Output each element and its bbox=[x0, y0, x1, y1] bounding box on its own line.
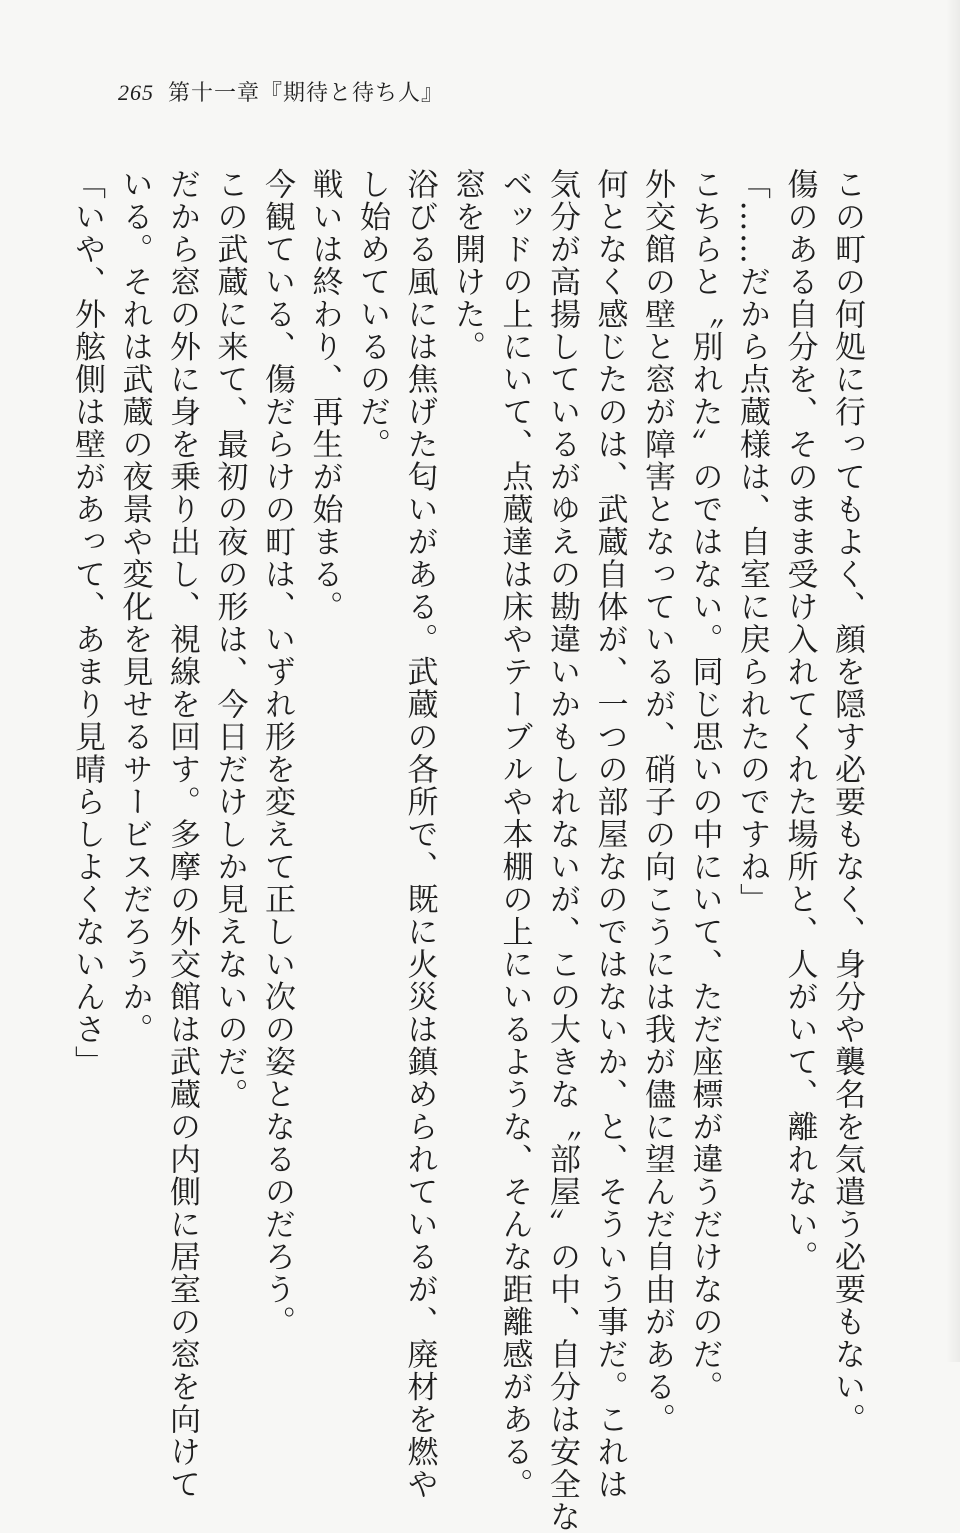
text-line: 外交館の壁と窓が障害となっているが、硝子の向こうには我が儘に望んだ自由がある。 bbox=[639, 168, 675, 1436]
text-line: 「いや、外舷側は壁があって、あまり見晴らしよくないんさ」 bbox=[69, 168, 105, 1078]
text-line: 戦いは終わり、再生が始まる。 bbox=[306, 168, 343, 623]
text-line: 何となく感じたのは、武蔵自体が、一つの部屋なのではないか、と、そういう事だ。これは bbox=[591, 168, 628, 1501]
body-text bbox=[69, 168, 870, 1533]
text-line: し始めているのだ。 bbox=[354, 168, 390, 461]
text-line: この武蔵に来て、最初の夜の形は、今日だけしか見えないのだ。 bbox=[211, 168, 248, 1111]
text-line: 「……だから点蔵様は、自室に戻られたのですね」 bbox=[734, 168, 770, 916]
text-line: 傷のある自分を、そのまま受け入れてくれた場所と、人がいて、離れない。 bbox=[781, 168, 818, 1273]
page-edge-shadow bbox=[946, 0, 960, 1362]
running-header bbox=[118, 76, 444, 107]
text-line: こちらと〝別れた〟のではない。同じ思いの中にいて、ただ座標が違うだけなのだ。 bbox=[686, 168, 723, 1403]
page-number: 265 bbox=[118, 80, 154, 105]
text-line: だから窓の外に身を乗り出し、視線を回す。多摩の外交館は武蔵の内側に居室の窓を向けて bbox=[164, 168, 200, 1501]
text-line: 窓を開けた。 bbox=[449, 168, 485, 363]
text-line: 今観ている、傷だらけの町は、いずれ形を変えて正しい次の姿となるのだろう。 bbox=[259, 168, 295, 1338]
text-line: 浴びる風には焦げた匂いがある。武蔵の各所で、既に火災は鎮められているが、廃材を燃や bbox=[401, 168, 438, 1501]
chapter-title: 第十一章『期待と待ち人』 bbox=[168, 81, 445, 106]
text-line: この町の何処に行ってもよく、顔を隠す必要もなく、身分や襲名を気遣う必要もない。 bbox=[829, 168, 865, 1436]
text-line: 気分が高揚しているがゆえの勘違いかもしれないが、この大きな〝部屋〟の中、自分は安全な bbox=[544, 168, 580, 1533]
text-line: いる。それは武蔵の夜景や変化を見せるサービスだろうか。 bbox=[116, 168, 153, 1046]
text-line: ベッドの上にいて、点蔵達は床やテーブルや本棚の上にいるような、そんな距離感がある。 bbox=[496, 168, 533, 1501]
